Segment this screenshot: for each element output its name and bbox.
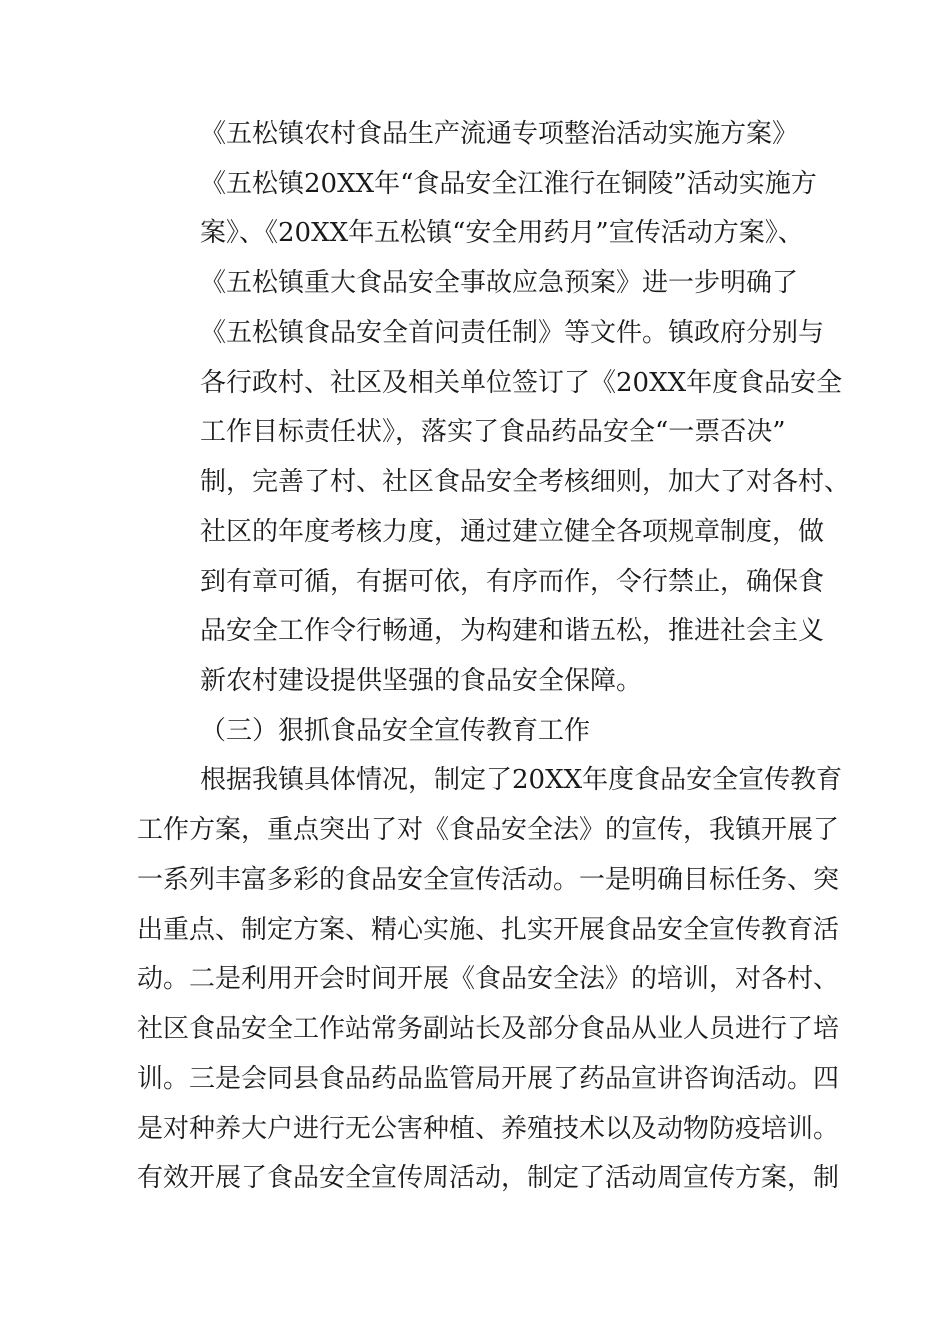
paragraph-line: 制，完善了村、社区食品安全考核细则，加大了对各村、 (200, 467, 851, 497)
paragraph-line: 动。二是利用开会时间开展《食品安全法》的培训，对各村、 (137, 964, 840, 994)
paragraph-line: 《五松镇重大食品安全事故应急预案》进一步明确了 (200, 268, 799, 298)
paragraph-line: 到有章可循，有据可依，有序而作，令行禁止，确保食 (200, 567, 825, 597)
paragraph-line: 品安全工作令行畅通，为构建和谐五松，推进社会主义 (200, 616, 825, 646)
paragraph-line: 《五松镇食品安全首问责任制》等文件。镇政府分别与 (200, 318, 825, 348)
paragraph-line: 社区的年度考核力度，通过建立健全各项规章制度，做 (200, 517, 825, 547)
paragraph-line: 各行政村、社区及相关单位签订了《20XX年度食品安全 (200, 368, 843, 398)
paragraph-line: 有效开展了食品安全宣传周活动，制定了活动周宣传方案，制 (137, 1163, 840, 1193)
paragraph-line: 训。三是会同县食品药品监管局开展了药品宣讲咨询活动。四 (137, 1064, 840, 1094)
paragraph-line: 一系列丰富多彩的食品安全宣传活动。一是明确目标任务、突 (137, 865, 840, 895)
paragraph-line: 案》、《20XX年五松镇“安全用药月”宣传活动方案》、 (200, 218, 804, 248)
paragraph-line: 《五松镇20XX年“食品安全江淮行在铜陵”活动实施方 (200, 169, 817, 199)
paragraph-line: 是对种养大户进行无公害种植、养殖技术以及动物防疫培训。 (137, 1114, 840, 1144)
paragraph-line: 出重点、制定方案、精心实施、扎实开展食品安全宣传教育活 (137, 915, 840, 945)
paragraph-line: 工作方案，重点突出了对《食品安全法》的宣传，我镇开展了 (137, 815, 840, 845)
paragraph-line: 工作目标责任状》，落实了食品药品安全“一票否决” (200, 417, 786, 447)
paragraph-line: 社区食品安全工作站常务副站长及部分食品从业人员进行了培 (137, 1014, 840, 1044)
paragraph-line: 新农村建设提供坚强的食品安全保障。 (200, 666, 643, 696)
paragraph-line: 《五松镇农村食品生产流通专项整治活动实施方案》 (200, 119, 799, 149)
paragraph-line: 根据我镇具体情况，制定了20XX年度食品安全宣传教育 (200, 765, 843, 795)
section-heading: （三）狠抓食品安全宣传教育工作 (200, 716, 591, 746)
